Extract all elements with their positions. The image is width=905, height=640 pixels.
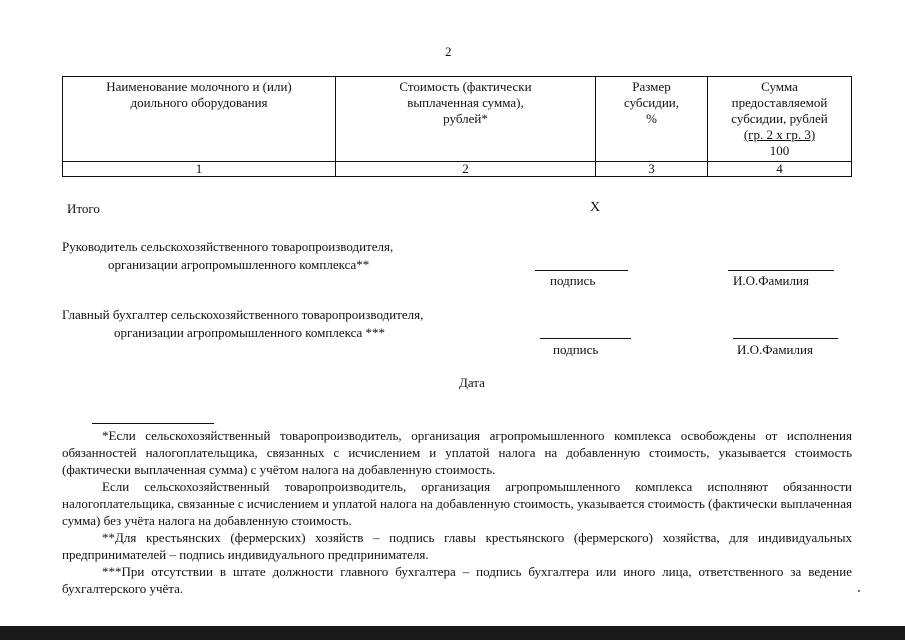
accountant-signature-line <box>540 338 631 339</box>
scan-speck <box>858 590 860 592</box>
head-name-line <box>728 270 834 271</box>
head-signatory-label: Руководитель сельскохозяйственного товаропроизводителя, организации агропромышленного комплекса** <box>62 239 394 272</box>
footnote-1: *Если сельскохозяйственный товаропроизводитель, организация агропромышленного комплекса освобождены от исполнения обязанностей налогоплательщика, связанных с исчислением и уплатой налога на добавленную стоимость, указывается стоимость (фактически выплаченная сумма) с учётом налога на добавленную стоимость. <box>62 428 852 477</box>
footnote-3: ***При отсутствии в штате должности главного бухгалтера – подпись бухгалтера или иного лица, ответственного за ведение бухгалтерского учёта. <box>62 564 852 596</box>
total-label: Итого <box>67 201 100 216</box>
accountant-signature-caption: подпись <box>553 342 599 357</box>
header-subsidy-rate: Размер субсидии, % <box>596 77 708 162</box>
column-number-4: 4 <box>708 162 852 177</box>
accountant-name-caption: И.О.Фамилия <box>737 342 813 357</box>
scan-border <box>0 626 905 640</box>
accountant-signatory-label: Главный бухгалтер сельскохозяйственного товаропроизводителя, организации агропромышленного комплекса *** <box>62 307 424 340</box>
footnote-2: **Для крестьянских (фермерских) хозяйств – подпись главы крестьянского (фермерского) хозяйства, для индивидуальных предпринимателей – подпись индивидуального предпринимателя. <box>62 530 852 562</box>
date-label: Дата <box>459 375 485 390</box>
subsidy-table <box>62 76 852 177</box>
footnote-1-continued: Если сельскохозяйственный товаропроизводитель, организация агропромышленного комплекса исполняют обязанности налогоплательщика, связанные с исчислением и уплатой налога на добавленную стоимость, указывается стоимость (фактически выплаченная сумма) без учёта налога на добавленную стоимость. <box>62 479 852 528</box>
total-mark: Х <box>590 200 601 215</box>
footnote-divider <box>92 423 214 424</box>
header-cost: Стоимость (фактически выплаченная сумма), рублей* <box>336 77 596 162</box>
page-number: 2 <box>445 44 452 59</box>
header-subsidy-amount: Сумма предоставляемой субсидии, рублей (гр. 2 х гр. 3) 100 <box>708 77 852 162</box>
table-row <box>63 162 852 177</box>
accountant-name-line <box>733 338 838 339</box>
header-equipment-name: Наименование молочного и (или) доильного оборудования <box>63 77 336 162</box>
footnotes <box>62 427 852 597</box>
column-number-1: 1 <box>63 162 336 177</box>
head-name-caption: И.О.Фамилия <box>733 273 809 288</box>
head-signature-caption: подпись <box>550 273 596 288</box>
head-signature-line <box>535 270 628 271</box>
table-header-row <box>63 77 852 162</box>
column-number-2: 2 <box>336 162 596 177</box>
column-number-3: 3 <box>596 162 708 177</box>
